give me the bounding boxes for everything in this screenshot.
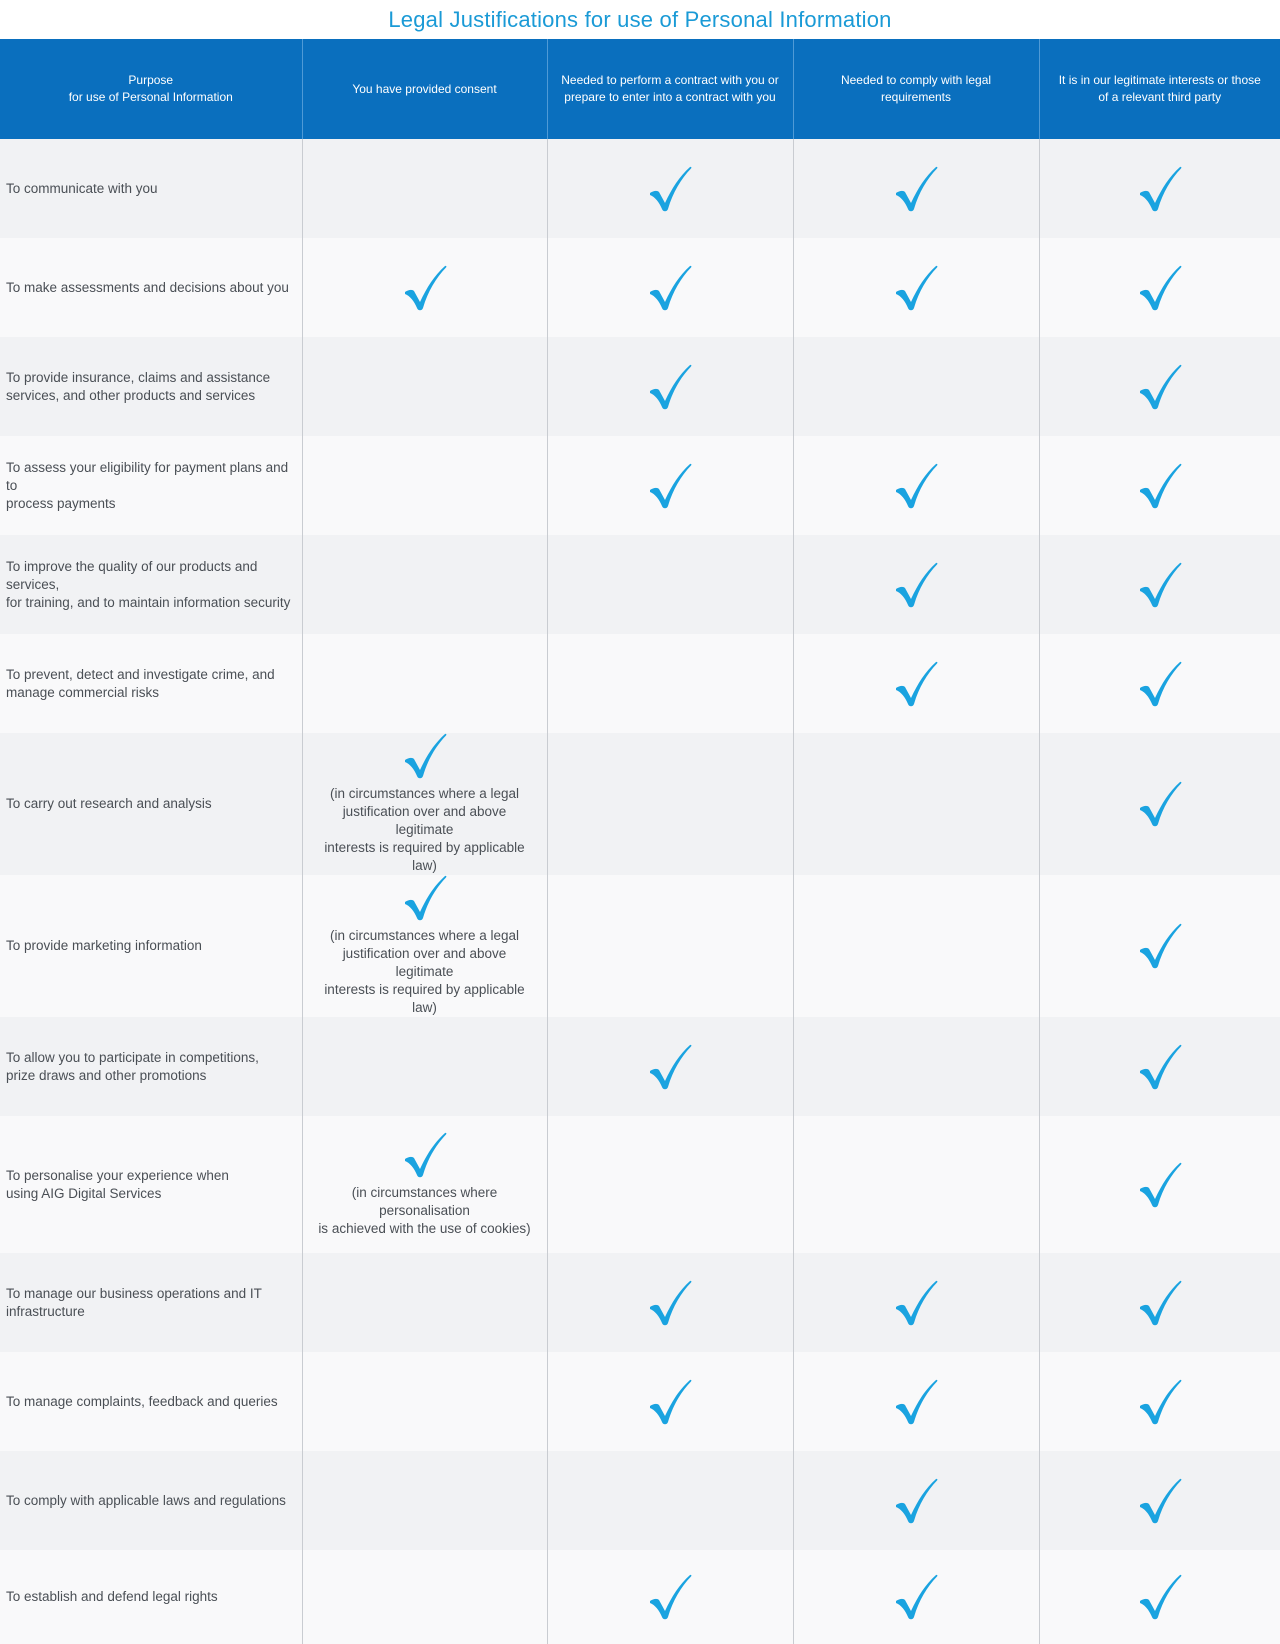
checkmark-icon [1138,1574,1182,1620]
purpose-text: To make assessments and decisions about you [6,279,289,295]
purpose-text: To improve the quality of our products and services, [6,558,258,592]
checkmark-icon [648,166,692,212]
checkmark-icon [1138,923,1182,969]
table-row [0,139,1280,238]
header-row [0,39,1280,139]
legal-requirements-cell [793,337,1039,436]
purpose-text: To manage complaints, feedback and queries [6,1393,278,1409]
checkmark-icon [1138,1379,1182,1425]
checkmark-icon [894,661,938,707]
table-body [0,139,1280,1644]
legal-requirements-cell [793,238,1039,337]
legitimate-interests-cell [1039,875,1280,1017]
contract-cell [547,1352,793,1451]
purpose-text: using AIG Digital Services [6,1185,162,1201]
condition-note-line: interests is required by applicable law) [324,840,525,873]
contract-cell [547,535,793,634]
condition-note-line: interests is required by applicable law) [324,982,525,1015]
checkmark-icon [648,364,692,410]
consent-cell [302,1352,547,1451]
purpose-text: process payments [6,495,116,511]
condition-note-line: (in circumstances where a legal [329,928,520,943]
legal-requirements-cell [793,1253,1039,1352]
consent-cell [302,238,547,337]
legitimate-interests-cell [1039,337,1280,436]
purpose-text: To assess your eligibility for payment plans and to [6,459,289,493]
checkmark-icon [894,1280,938,1326]
table-row [0,1017,1280,1116]
purpose-cell [0,238,302,337]
consent-cell [302,139,547,238]
checkmark-icon [648,1574,692,1620]
checkmark-icon [1138,781,1182,827]
legal-justifications-table [0,39,1280,1644]
consent-cell [302,733,547,875]
purpose-text: for training, and to maintain information security [6,594,291,610]
consent-cell [302,875,547,1017]
checkmark-icon [1138,562,1182,608]
purpose-text: To prevent, detect and investigate crime, and [6,666,275,682]
purpose-text: To manage our business operations and IT [6,1285,262,1301]
consent-cell [302,1451,547,1550]
purpose-cell [0,535,302,634]
checkmark-icon [1138,1280,1182,1326]
checkmark-icon [894,1574,938,1620]
table-row [0,1451,1280,1550]
checkmark-icon [403,875,447,921]
purpose-text: services, and other products and services [6,387,256,403]
table-row [0,238,1280,337]
legal-requirements-cell [793,634,1039,733]
legitimate-interests-cell [1039,436,1280,535]
contract-cell [547,634,793,733]
legitimate-interests-cell [1039,1017,1280,1116]
checkmark-icon [894,1379,938,1425]
contract-cell [547,1253,793,1352]
consent-cell [302,1253,547,1352]
purpose-cell [0,1253,302,1352]
purpose-text: To allow you to participate in competitions, [6,1049,259,1065]
header-consent: You have provided consent [302,39,547,139]
checkmark-icon [1138,1044,1182,1090]
checkmark-icon [403,265,447,311]
legal-requirements-cell [793,436,1039,535]
contract-cell [547,875,793,1017]
legal-requirements-cell [793,875,1039,1017]
checkmark-icon [403,1132,447,1178]
table-row [0,634,1280,733]
checkmark-icon [894,166,938,212]
consent-cell [302,1116,547,1253]
purpose-cell [0,337,302,436]
legitimate-interests-cell [1039,1550,1280,1644]
purpose-cell [0,1550,302,1644]
purpose-cell [0,436,302,535]
legitimate-interests-cell [1039,1253,1280,1352]
legitimate-interests-cell [1039,139,1280,238]
table-row [0,337,1280,436]
checkmark-icon [648,265,692,311]
purpose-text: To communicate with you [6,180,158,196]
table-row [0,875,1280,1017]
legal-requirements-cell [793,1550,1039,1644]
purpose-cell [0,1352,302,1451]
checkmark-icon [894,1478,938,1524]
checkmark-icon [894,562,938,608]
legitimate-interests-cell [1039,535,1280,634]
header-legitimate-interests: It is in our legitimate interests or those of a relevant third party [1039,39,1280,139]
contract-cell [547,238,793,337]
checkmark-icon [1138,1478,1182,1524]
consent-cell [302,337,547,436]
contract-cell [547,139,793,238]
condition-note-line: (in circumstances where a legal [329,786,520,801]
condition-note-line: is achieved with the use of cookies) [318,1220,531,1236]
condition-note-line: justification over and above legitimate [342,946,507,979]
header-legal-requirements: Needed to comply with legal requirements [793,39,1039,139]
purpose-cell [0,139,302,238]
legitimate-interests-cell [1039,238,1280,337]
contract-cell [547,1451,793,1550]
checkmark-icon [403,733,447,779]
purpose-text: To provide insurance, claims and assistance [6,369,271,385]
legal-requirements-cell [793,1116,1039,1253]
legal-requirements-cell [793,535,1039,634]
purpose-text: To carry out research and analysis [6,796,212,811]
legitimate-interests-cell [1039,1352,1280,1451]
legal-requirements-cell [793,1017,1039,1116]
checkmark-icon [1138,1162,1182,1208]
page-title: Legal Justifications for use of Personal Information [388,7,892,32]
checkmark-icon [648,463,692,509]
purpose-cell [0,1017,302,1116]
purpose-cell [0,1116,302,1253]
consent-cell [302,1550,547,1644]
table-row [0,1116,1280,1253]
header-purpose: Purpose for use of Personal Information [0,39,302,139]
contract-cell [547,1017,793,1116]
contract-cell [547,436,793,535]
condition-note [303,785,547,875]
checkmark-icon [894,265,938,311]
checkmark-icon [1138,661,1182,707]
purpose-text: To provide marketing information [6,938,202,953]
consent-cell [302,436,547,535]
legal-requirements-cell [793,733,1039,875]
legitimate-interests-cell [1039,733,1280,875]
checkmark-icon [648,1044,692,1090]
contract-cell [547,1116,793,1253]
legal-requirements-cell [793,1352,1039,1451]
legal-requirements-cell [793,1451,1039,1550]
consent-cell [302,535,547,634]
purpose-cell [0,1451,302,1550]
condition-note-line: justification over and above legitimate [342,804,507,837]
purpose-text: infrastructure [6,1303,85,1319]
checkmark-icon [1138,166,1182,212]
checkmark-icon [648,1280,692,1326]
checkmark-icon [1138,463,1182,509]
table-row [0,1253,1280,1352]
table-row [0,733,1280,875]
purpose-cell [0,875,302,1017]
purpose-cell [0,733,302,875]
legitimate-interests-cell [1039,1116,1280,1253]
condition-note [303,927,547,1017]
condition-note-line: (in circumstances where personalisation [351,1184,498,1218]
legal-requirements-cell [793,139,1039,238]
table-row [0,1550,1280,1644]
condition-note [303,1184,547,1238]
table-row [0,1352,1280,1451]
legitimate-interests-cell [1039,1451,1280,1550]
purpose-cell [0,634,302,733]
contract-cell [547,733,793,875]
purpose-text: To personalise your experience when [6,1167,229,1183]
legitimate-interests-cell [1039,634,1280,733]
consent-cell [302,634,547,733]
contract-cell [547,1550,793,1644]
checkmark-icon [1138,364,1182,410]
header-contract: Needed to perform a contract with you or prepare to enter into a contract with you [547,39,793,139]
purpose-text: manage commercial risks [6,684,160,700]
consent-cell [302,1017,547,1116]
purpose-text: prize draws and other promotions [6,1067,207,1083]
purpose-text: To comply with applicable laws and regulations [6,1492,286,1508]
table-row [0,535,1280,634]
checkmark-icon [648,1379,692,1425]
checkmark-icon [1138,265,1182,311]
table-row [0,436,1280,535]
contract-cell [547,337,793,436]
purpose-text: To establish and defend legal rights [6,1589,218,1604]
checkmark-icon [894,463,938,509]
